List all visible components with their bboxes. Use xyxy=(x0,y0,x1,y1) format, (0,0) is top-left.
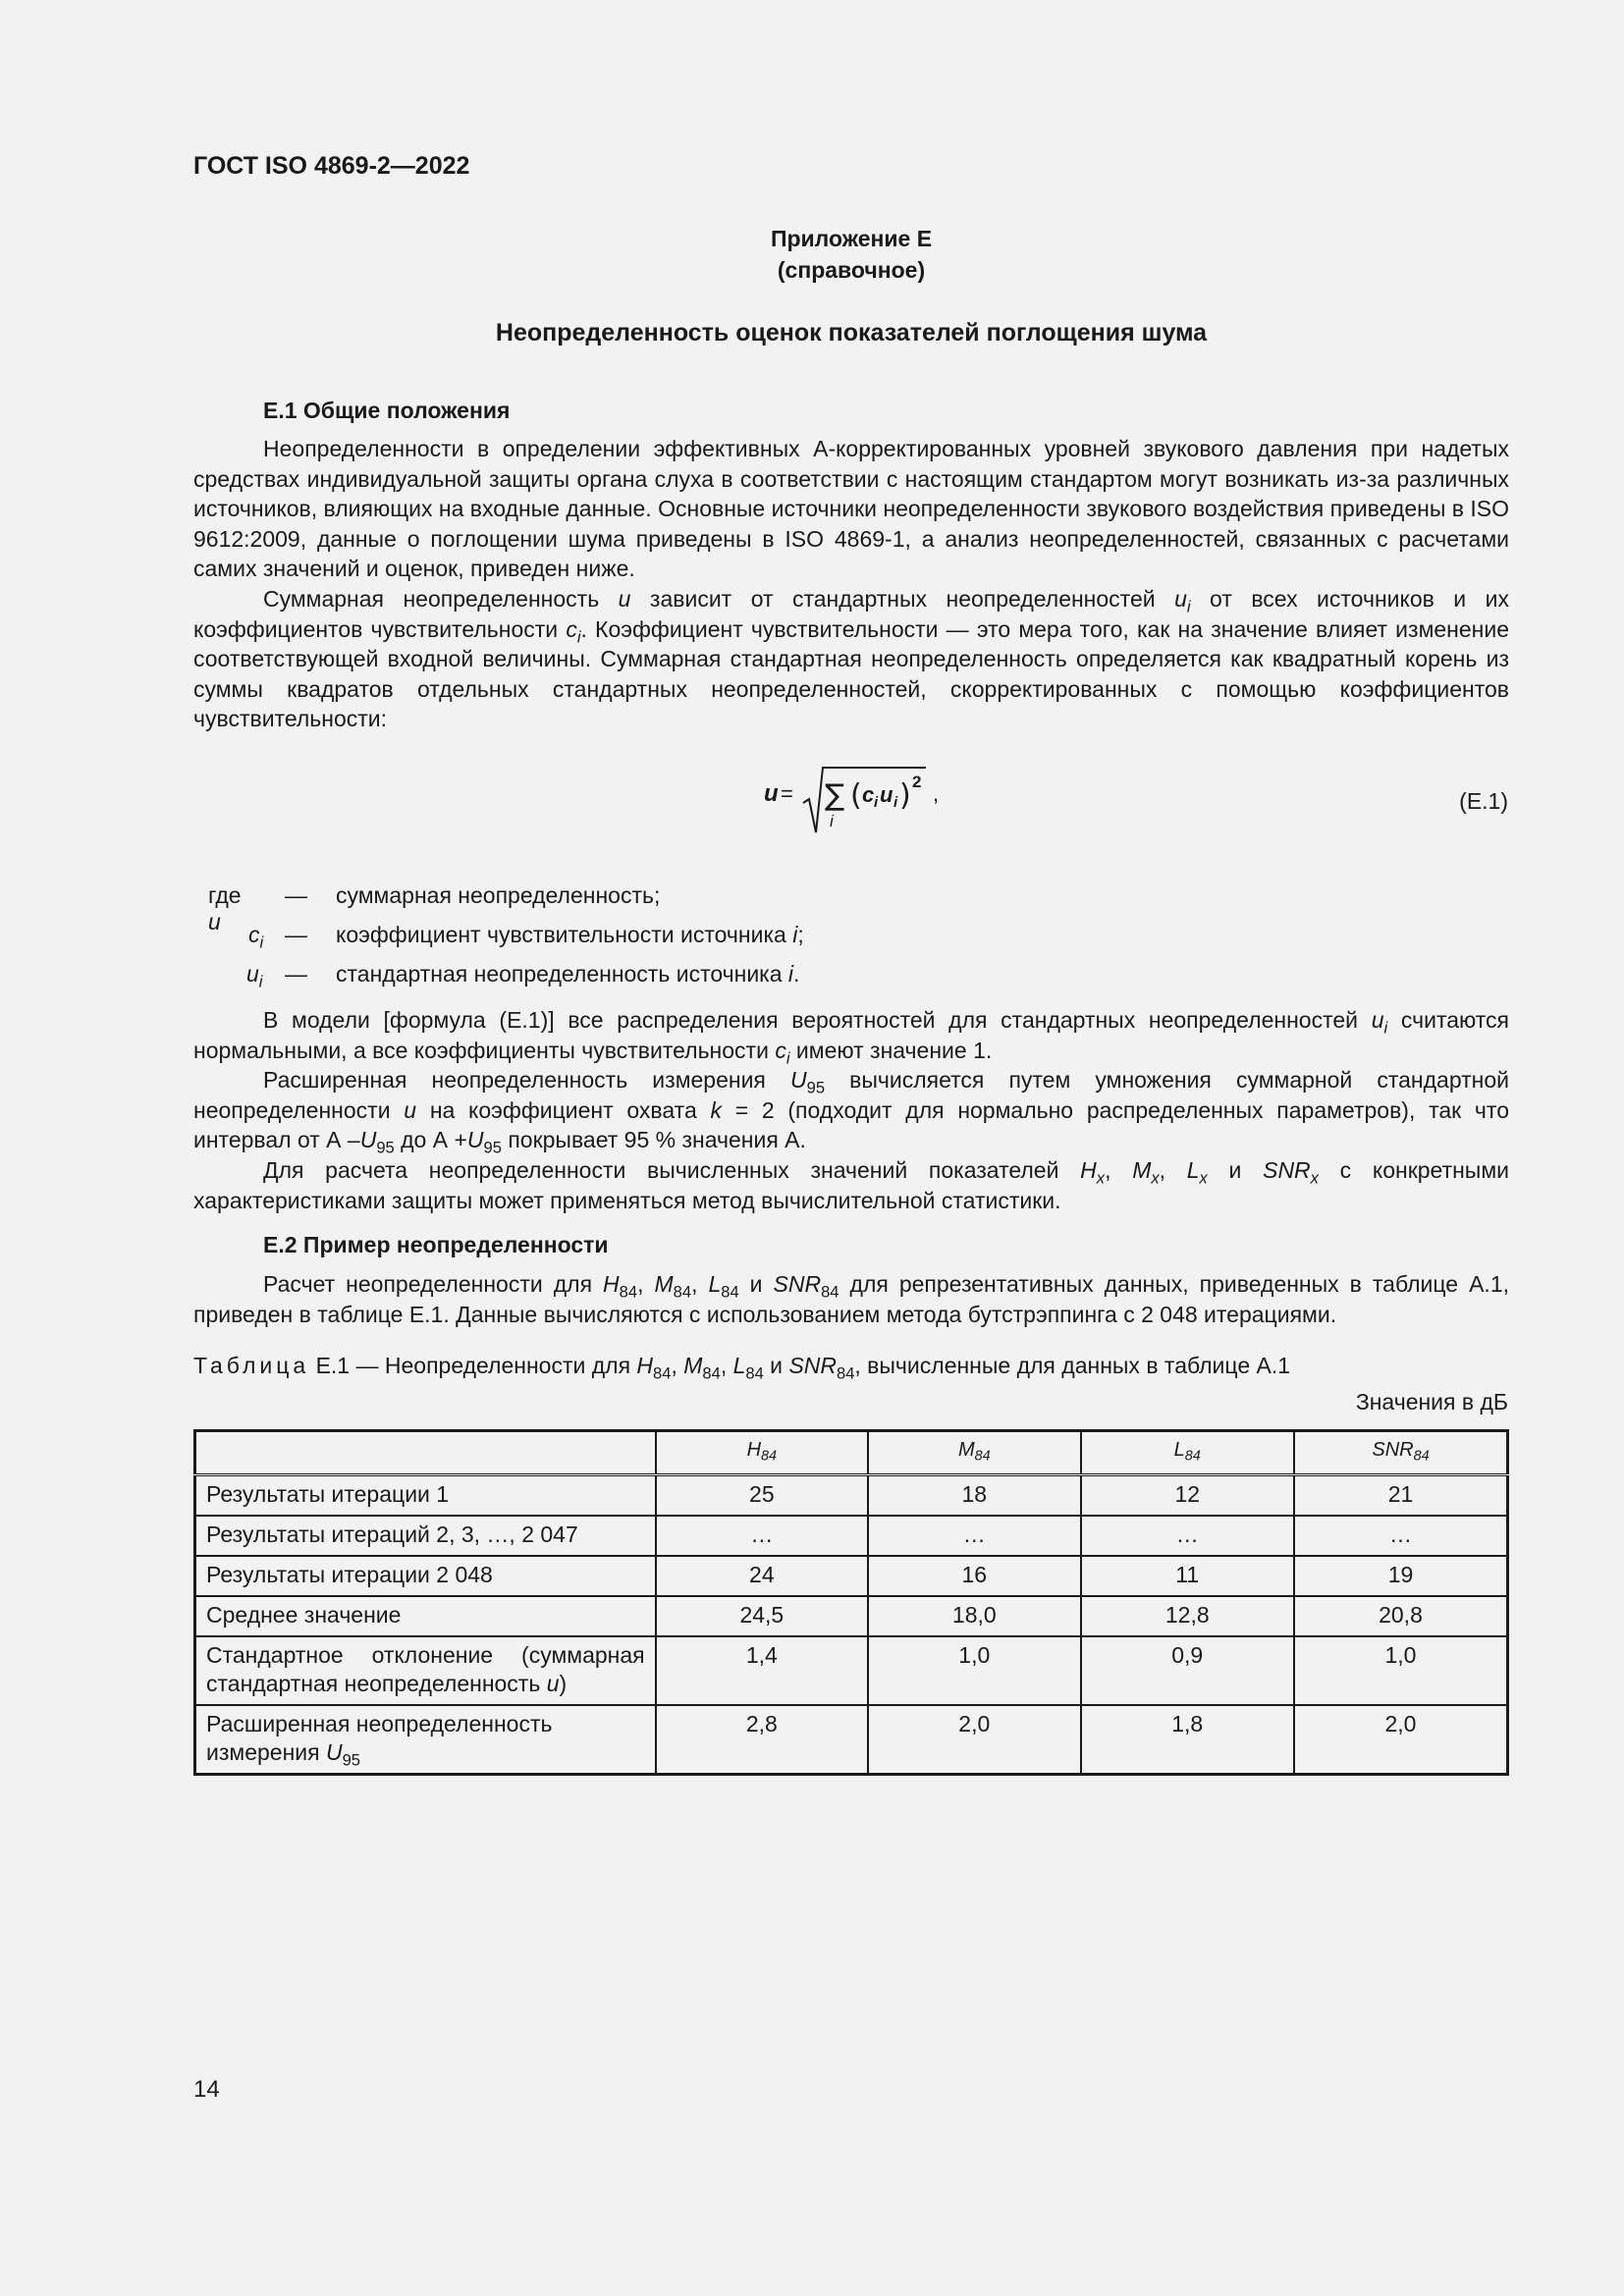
model-paragraph: В модели [формула (Е.1)] все распределения вероятностей для стандартных неопределенностей $u_i$ считаются нормальными, а все коэффициенты чувствительности $c_i$ имеют значение 1. xyxy=(193,1007,1509,1067)
table-row xyxy=(195,1556,1508,1596)
cell-m84: 18,0 xyxy=(868,1596,1080,1636)
cell-snr84: 20,8 xyxy=(1294,1596,1508,1636)
document-page: ГОСТ ISO 4869-2—2022 Приложение Е (справочное) Неопределенность оценок показателей поглощения шума Е.1 Общие положения Неопределенности в определении эффективных А-корректированных уровней звукового давления при надетых средствах индивидуальной защиты органа слуха в соответствии с настоящим стандартом могут возникать из-за различных источников, влияющих на входные данные. Основные источники неопределенности звукового воздействия приведены в ISO 9612:2009, данные о поглощении шума приведены в ISO 4869-1, а анализ неопределенностей, связанных с расчетами самих значений и оценок, приведен ниже. Суммарная неопределенность u зависит от стандартных неопределенностей $u_i$ от всех источников и их коэффициентов чувствительности $c_i$. Коэффициент чувствительности — это мера того, как на значение влияет изменение соответствующей входной величины. Суммарная стандартная неопределенность определяется как квадратный корень из суммы квадратов отдельных стандартных неопределенностей, скорректированных с помощью коэффициентов чувствительности: u = ∑ i ( c i u i ) 2 , (Е.1) где u — суммарная неопределенность; $c_i$ — коэффициент чувствительности источника i; $u_i$ — стандартная неопределенность источника i. В модели [формула (Е.1)] все распределения вероятностей для стандартных неопределенностей $u_i$ считаются нормальными, а все коэффициенты чувствительности $c_i$ имеют значение 1. Расширенная неопределенность измерения $U_{95}$ вычисляется путем умножения суммарной стандартной неопределенности u на коэффициент охвата k = 2 (подходит для нормально распределенных параметров), так что интервал от А $-U_{95}$ до $А +U_{95}$ покрывает 95 % значения А. Для расчета неопределенности вычисленных значений показателей $H_x$, $M_x$, $L_x$ и $SNR_x$ с конкретными характеристиками защиты может применяться метод вычислительной статистики. Е.2 Пример неопределенности Расчет неопределенности для $H_{84}$, $M_{84}$, $L_{84}$ и $SNR_{84}$ для репрезентативных данных, приведенных в таблице А.1, приведен в таблице Е.1. Данные вычисляются с использованием метода бутстрэппинга с 2 048 итерациями. Таблица Е.1 — Неопределенности для $H_{84}$, $M_{84}$, $L_{84}$ и $SNR_{84}$, вычисленные для данных в таблице А.1 Значения в дБ $H_{84}$ $M_{84}$ $L_{84}$ $SNR_{84}$ Результаты итерации 1 25 18 12 21 Результаты итераций 2, 3, …, 2 047 … … … … Результаты итерации 2 048 24 16 11 19 Среднее значение 24,5 18,0 12,8 20,8 Стандартное отклонение (суммарная стандартная неопределенность u) 1,4 1,0 0,9 1,0 Расширенная неопределенность измерения $U_{95}$ 2,8 2,0 1,8 2,0 14 xyxy=(193,152,1510,2103)
table-caption: Таблица Е.1 — Неопределенности для $H_{84}$, $M_{84}$, $L_{84}$ и $SNR_{84}$, вычисленные для данных в таблице А.1 xyxy=(193,1353,1291,1383)
cell-h84: 2,8 xyxy=(656,1705,868,1775)
statistics-paragraph: Для расчета неопределенности вычисленных значений показателей $H_x$, $M_x$, $L_x$ и $SNR_x$ с конкретными характеристиками защиты может применяться метод вычислительной статистики. xyxy=(193,1157,1510,1213)
cell-h84: … xyxy=(656,1516,868,1556)
svg-text:,: , xyxy=(933,781,940,806)
cell-h84: 25 xyxy=(656,1475,868,1517)
row-label: Результаты итерации 2 048 xyxy=(195,1556,656,1596)
cell-m84: 2,0 xyxy=(868,1705,1080,1775)
cell-h84: 1,4 xyxy=(656,1636,868,1705)
appendix-heading: Неопределенность оценок показателей поглощения шума xyxy=(495,319,1208,347)
formula-number: (Е.1) xyxy=(1459,788,1508,814)
table-row xyxy=(195,1596,1508,1636)
svg-text:(: ( xyxy=(850,778,862,813)
column-header-h84: $H_{84}$ xyxy=(656,1431,868,1475)
column-header-l84: $L_{84}$ xyxy=(1081,1431,1294,1475)
cell-h84: 24,5 xyxy=(656,1596,868,1636)
table-row xyxy=(195,1705,1508,1775)
row-label: Результаты итераций 2, 3, …, 2 047 xyxy=(195,1516,656,1556)
row-label: Стандартное отклонение (суммарная стандартная неопределенность u) xyxy=(195,1636,656,1705)
cell-snr84: … xyxy=(1294,1516,1508,1556)
cell-m84: 1,0 xyxy=(868,1636,1080,1705)
cell-m84: 18 xyxy=(868,1475,1080,1517)
row-label: Результаты итерации 1 xyxy=(195,1475,656,1517)
cell-h84: 24 xyxy=(656,1556,868,1596)
row-label: Среднее значение xyxy=(195,1596,656,1636)
svg-text:u: u xyxy=(764,780,779,807)
uncertainty-table xyxy=(193,1429,1509,1776)
table-header-empty xyxy=(195,1431,656,1475)
cell-snr84: 21 xyxy=(1294,1475,1508,1517)
cell-snr84: 19 xyxy=(1294,1556,1508,1596)
section-e1-paragraph-1: Неопределенности в определении эффективных А-корректированных уровней звукового давления при надетых средствах индивидуальной защиты органа слуха в соответствии с настоящим стандартом могут возникать из-за различных источников, влияющих на входные данные. Основные источники неопределенности звукового воздействия приведены в ISO 9612:2009, данные о поглощении шума приведены в ISO 4869-1, а анализ неопределенностей, связанных с расчетами самих значений и оценок, приведен ниже. xyxy=(193,436,1509,581)
cell-m84: … xyxy=(868,1516,1080,1556)
table-row xyxy=(195,1516,1508,1556)
formula-e1 xyxy=(764,762,960,840)
svg-text:i: i xyxy=(830,812,834,830)
section-e2-paragraph: Расчет неопределенности для $H_{84}$, $M_{84}$, $L_{84}$ и $SNR_{84}$ для репрезентативных данных, приведенных в таблице А.1, приведен в таблице Е.1. Данные вычисляются с использованием метода бутстрэппинга с 2 048 итерациями. xyxy=(193,1271,1510,1327)
table-row xyxy=(195,1636,1508,1705)
table-header-row xyxy=(195,1431,1508,1475)
table-row xyxy=(195,1475,1508,1517)
svg-text:2: 2 xyxy=(912,773,922,791)
cell-l84: 0,9 xyxy=(1081,1636,1294,1705)
expanded-uncertainty-paragraph: Расширенная неопределенность измерения $U_{95}$ вычисляется путем умножения суммарной стандартной неопределенности u на коэффициент охвата k = 2 (подходит для нормально распределенных параметров), так что интервал от А $-U_{95}$ до $А +U_{95}$ покрывает 95 % значения А. xyxy=(193,1067,1510,1157)
svg-text:∑: ∑ xyxy=(825,778,845,813)
svg-text:=: = xyxy=(781,781,793,806)
svg-text:i: i xyxy=(893,794,898,811)
appendix-title: Приложение Е xyxy=(770,226,933,251)
section-e1-paragraph-2: Суммарная неопределенность u зависит от стандартных неопределенностей $u_i$ от всех источников и их коэффициентов чувствительности $c_i$. Коэффициент чувствительности — это мера того, как на значение влияет изменение соответствующей входной величины. Суммарная стандартная неопределенность определяется как квадратный корень из суммы квадратов отдельных стандартных неопределенностей, скорректированных с помощью коэффициентов чувствительности: xyxy=(193,586,1510,731)
cell-l84: … xyxy=(1081,1516,1294,1556)
svg-text:i: i xyxy=(874,794,879,811)
cell-l84: 11 xyxy=(1081,1556,1294,1596)
cell-snr84: 2,0 xyxy=(1294,1705,1508,1775)
section-e1-heading: Е.1 Общие положения xyxy=(263,398,511,423)
cell-l84: 12 xyxy=(1081,1475,1294,1517)
section-e2-heading: Е.2 Пример неопределенности xyxy=(263,1232,609,1257)
appendix-subtitle: (справочное) xyxy=(777,257,926,283)
column-header-m84: $M_{84}$ xyxy=(868,1431,1080,1475)
cell-l84: 12,8 xyxy=(1081,1596,1294,1636)
cell-snr84: 1,0 xyxy=(1294,1636,1508,1705)
svg-text:c: c xyxy=(862,782,875,807)
row-label: Расширенная неопределенность измерения $U_{95}$ xyxy=(195,1705,656,1775)
page-number: 14 xyxy=(193,2076,220,2103)
table-units: Значения в дБ xyxy=(1355,1389,1508,1415)
svg-text:): ) xyxy=(899,778,911,813)
document-id: ГОСТ ISO 4869-2—2022 xyxy=(193,152,470,180)
cell-l84: 1,8 xyxy=(1081,1705,1294,1775)
svg-text:u: u xyxy=(880,782,893,807)
cell-m84: 16 xyxy=(868,1556,1080,1596)
column-header-snr84: $SNR_{84}$ xyxy=(1294,1431,1508,1475)
